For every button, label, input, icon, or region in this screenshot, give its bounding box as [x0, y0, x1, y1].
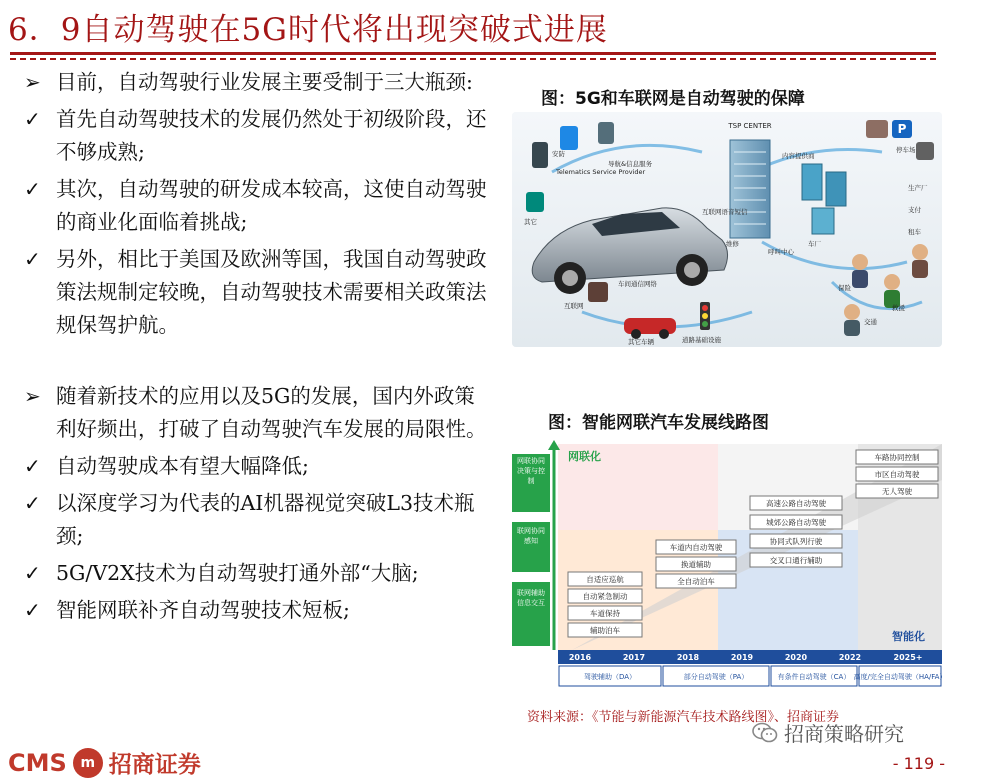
payment-label: 支付	[908, 206, 921, 214]
list-item: ✓ 以深度学习为代表的AI机器视觉突破L3技术瓶颈;	[24, 487, 494, 553]
feature-label: 协同式队列行驶	[769, 537, 823, 546]
y-stage-3: 联网辅助信息交互	[517, 589, 545, 607]
connected-car-illustration	[512, 112, 942, 347]
year-label: 2018	[676, 653, 700, 662]
feature-label: 城郊公路自动驾驶	[766, 518, 826, 527]
call-center-label: 呼叫中心	[768, 248, 794, 256]
parking-label: 停车场	[896, 146, 916, 154]
list-item: ✓ 另外，相比于美国及欧洲等国，我国自动驾驶政策法规制定较晚，自动驾驶技术需要相关政策法规保驾护航。	[24, 243, 494, 342]
feature-label: 市区自动驾驶	[874, 470, 920, 479]
wechat-watermark: 招商策略研究	[752, 718, 904, 747]
stage-axis	[559, 666, 942, 686]
year-label: 2022	[838, 653, 862, 662]
cms-logo: CMS m 招商证券	[8, 748, 201, 778]
check-icon: ✓	[24, 561, 41, 585]
repair-label: 维修	[726, 240, 739, 248]
check-icon: ✓	[24, 247, 41, 271]
check-icon: ✓	[24, 107, 41, 131]
provider-label: Telematics Service Provider	[556, 168, 646, 176]
svg-text:P: P	[897, 122, 907, 136]
car-network-label: 车间通信网络	[618, 280, 657, 288]
footer	[0, 722, 981, 780]
figure2-title: 图：智能网联汽车发展线路图	[548, 413, 769, 433]
year-label: 2016	[568, 653, 592, 662]
year-label: 2025+	[893, 653, 923, 662]
feature-label: 换道辅助	[681, 560, 711, 569]
intelligence-label: 智能化	[892, 630, 925, 643]
stage-label: 驾驶辅助（DA）	[583, 673, 637, 681]
arrow-bullet-icon: ➢	[24, 384, 41, 408]
feature-label: 自适应巡航	[586, 575, 624, 584]
content-label: 内容提供商	[782, 152, 815, 160]
feature-label: 无人驾驶	[882, 487, 912, 496]
source-note: 资料来源：《节能与新能源汽车技术路线图》、招商证券	[527, 710, 840, 725]
title-rule-dashed	[10, 58, 936, 60]
year-label: 2019	[730, 653, 754, 662]
title-rule	[10, 52, 936, 55]
y-stage-1: 网联协同决策与控制	[517, 457, 545, 485]
feature-label: 交叉口通行辅助	[769, 556, 823, 565]
feature-label: 全自动泊车	[677, 577, 715, 586]
feature-label: 高速公路自动驾驶	[766, 499, 826, 508]
insurance-label: 保险	[838, 284, 851, 292]
tsp-label: TSP CENTER	[728, 122, 772, 130]
check-icon: ✓	[24, 177, 41, 201]
y-stage-boxes	[512, 454, 550, 646]
year-label: 2017	[622, 653, 646, 662]
wechat-icon	[752, 722, 778, 744]
roadmap-diagram	[512, 440, 942, 688]
page-title: 6．9自动驾驶在5G时代将出现突破式进展	[8, 12, 608, 48]
arrow-bullet-icon: ➢	[24, 70, 41, 94]
internet-label: 互联网	[564, 302, 584, 310]
check-icon: ✓	[24, 491, 41, 515]
info-label: 导航&信息服务	[608, 160, 653, 168]
other-car-label: 其它车辆	[628, 338, 654, 346]
list-item: ➢ 目前，自动驾驶行业发展主要受制于三大瓶颈:	[24, 66, 494, 99]
year-label: 2020	[784, 653, 808, 662]
feature-label: 车道内自动驾驶	[669, 543, 723, 552]
voice-label: 互联网语音短信	[702, 208, 748, 216]
factory-label: 车厂	[808, 240, 821, 248]
feature-label: 自动紧急制动	[582, 592, 628, 601]
feature-label: 车道保持	[590, 609, 620, 618]
car-rental-label: 租车	[908, 228, 921, 236]
cms-logo-badge-icon: m	[73, 748, 103, 778]
check-icon: ✓	[24, 598, 41, 622]
traffic-light-icon	[700, 302, 710, 330]
stage-label: 有条件自动驾驶（CA）	[777, 673, 851, 681]
page-number: - 119 -	[892, 754, 945, 773]
traffic-label: 交通	[864, 318, 877, 326]
production-label: 生产厂	[908, 184, 928, 192]
list-item: ✓ 智能网联补齐自动驾驶技术短板;	[24, 594, 494, 627]
rescue-label: 救援	[892, 304, 905, 312]
list-item: ➢ 随着新技术的应用以及5G的发展，国内外政策利好频出，打破了自动驾驶汽车发展的局限性。	[24, 380, 494, 446]
feature-label: 车路协同控制	[874, 453, 920, 462]
list-item: ✓ 自动驾驶成本有望大幅降低;	[24, 450, 494, 483]
stage-label: 高度/完全自动驾驶（HA/FA）	[853, 673, 942, 681]
other-label: 其它	[524, 218, 537, 226]
feature-label: 辅助泊车	[590, 626, 620, 635]
list-item: ✓ 其次，自动驾驶的研发成本较高，这使自动驾驶的商业化面临着挑战;	[24, 173, 494, 239]
security-label: 安防	[552, 150, 565, 158]
networking-label: 网联化	[568, 450, 601, 463]
bullet-list	[24, 66, 494, 627]
roadside-label: 道路基础设施	[682, 336, 721, 344]
stage-label: 部分自动驾驶（PA）	[683, 673, 749, 681]
figure1-title: 图：5G和车联网是自动驾驶的保障	[541, 89, 805, 109]
check-icon: ✓	[24, 454, 41, 478]
list-item: ✓ 5G/V2X技术为自动驾驶打通外部“大脑;	[24, 557, 494, 590]
y-stage-2: 联网协同感知	[517, 527, 545, 545]
list-item: ✓ 首先自动驾驶技术的发展仍然处于初级阶段，还不够成熟;	[24, 103, 494, 169]
